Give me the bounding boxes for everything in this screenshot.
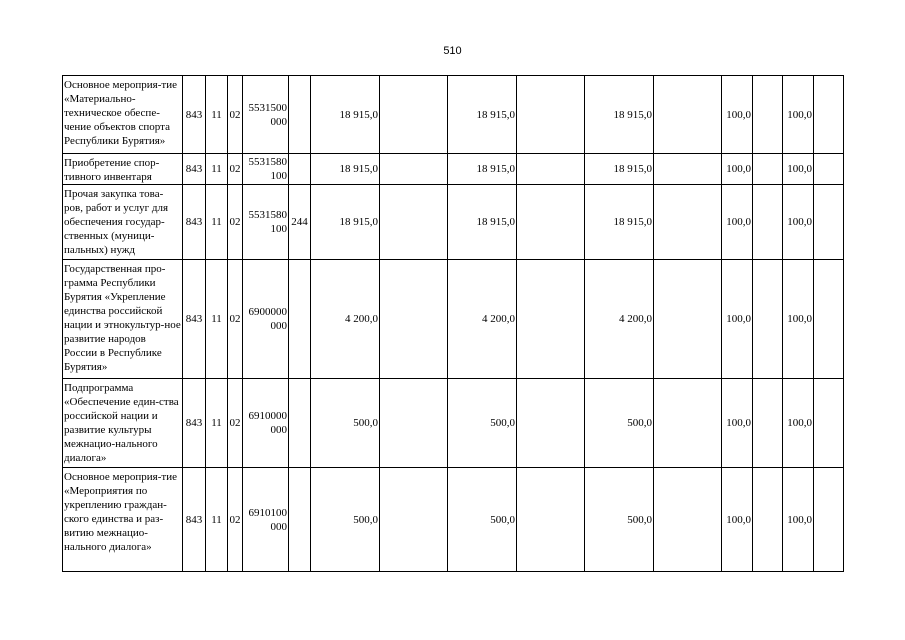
row-empty	[380, 379, 448, 468]
row-value-1: 500,0	[311, 379, 380, 468]
row-csr: 6900000000	[243, 260, 289, 379]
row-vr	[289, 260, 311, 379]
row-value-1: 18 915,0	[311, 154, 380, 185]
row-value-3: 18 915,0	[585, 76, 654, 154]
row-rz: 11	[206, 154, 228, 185]
row-percent-1: 100,0	[722, 154, 753, 185]
row-name: Приобретение спор-тивного инвентаря	[63, 154, 183, 185]
row-empty	[380, 76, 448, 154]
row-value-3: 500,0	[585, 379, 654, 468]
row-pr: 02	[228, 468, 243, 572]
row-empty	[654, 154, 722, 185]
row-rz: 11	[206, 76, 228, 154]
row-empty	[654, 379, 722, 468]
row-percent-1: 100,0	[722, 185, 753, 260]
row-empty	[380, 468, 448, 572]
row-gr: 843	[183, 379, 206, 468]
row-vr	[289, 379, 311, 468]
row-value-3: 18 915,0	[585, 154, 654, 185]
row-empty	[654, 260, 722, 379]
row-name: Прочая закупка това-ров, работ и услуг для обеспечения государ-ственных (муници-пальных) нужд	[63, 185, 183, 260]
row-percent-1: 100,0	[722, 468, 753, 572]
row-empty	[517, 468, 585, 572]
row-csr: 5531580100	[243, 185, 289, 260]
row-gr: 843	[183, 76, 206, 154]
row-empty	[814, 260, 844, 379]
table-row	[63, 260, 844, 379]
row-name: Основное мероприя-тие «Материально-техническое обеспе-чение объектов спорта Республики Бурятия»	[63, 76, 183, 154]
row-pr: 02	[228, 154, 243, 185]
row-name: Подпрограмма «Обеспечение един-ства российской нации и развитие культуры межнацио-нального диалога»	[63, 379, 183, 468]
row-empty	[654, 185, 722, 260]
row-rz: 11	[206, 185, 228, 260]
row-empty	[654, 468, 722, 572]
table-row	[63, 76, 844, 154]
row-value-3: 500,0	[585, 468, 654, 572]
row-empty	[753, 185, 783, 260]
row-empty	[753, 76, 783, 154]
row-csr: 6910100000	[243, 468, 289, 572]
row-percent-2: 100,0	[783, 260, 814, 379]
row-gr: 843	[183, 154, 206, 185]
row-value-2: 18 915,0	[448, 154, 517, 185]
row-percent-2: 100,0	[783, 379, 814, 468]
row-empty	[753, 468, 783, 572]
row-empty	[814, 185, 844, 260]
row-empty	[380, 185, 448, 260]
row-empty	[814, 379, 844, 468]
row-vr: 244	[289, 185, 311, 260]
row-name: Государственная про-грамма Республики Бурятия «Укрепление единства российской нации и этнокультур-ное развитие народов России в Республике Бурятия»	[63, 260, 183, 379]
row-percent-2: 100,0	[783, 76, 814, 154]
row-value-2: 500,0	[448, 468, 517, 572]
table-body	[63, 76, 844, 572]
row-empty	[517, 76, 585, 154]
row-empty	[814, 154, 844, 185]
row-percent-2: 100,0	[783, 468, 814, 572]
row-empty	[380, 260, 448, 379]
budget-table	[62, 75, 844, 572]
row-value-2: 500,0	[448, 379, 517, 468]
row-pr: 02	[228, 76, 243, 154]
table-row	[63, 379, 844, 468]
row-value-1: 18 915,0	[311, 76, 380, 154]
row-value-1: 500,0	[311, 468, 380, 572]
row-pr: 02	[228, 260, 243, 379]
row-empty	[753, 260, 783, 379]
row-value-2: 18 915,0	[448, 76, 517, 154]
row-rz: 11	[206, 468, 228, 572]
row-name: Основное мероприя-тие «Мероприятия по укреплению граждан-ского единства и раз-витию межнацио-нального диалога»	[63, 468, 183, 572]
row-vr	[289, 76, 311, 154]
row-pr: 02	[228, 185, 243, 260]
row-csr: 5531500000	[243, 76, 289, 154]
page-number: 510	[443, 45, 462, 57]
row-vr	[289, 154, 311, 185]
row-empty	[517, 379, 585, 468]
row-value-3: 18 915,0	[585, 185, 654, 260]
row-empty	[753, 379, 783, 468]
row-value-2: 4 200,0	[448, 260, 517, 379]
table-row	[63, 468, 844, 572]
row-percent-1: 100,0	[722, 76, 753, 154]
row-percent-1: 100,0	[722, 379, 753, 468]
row-value-2: 18 915,0	[448, 185, 517, 260]
row-empty	[814, 76, 844, 154]
row-percent-2: 100,0	[783, 185, 814, 260]
row-empty	[654, 76, 722, 154]
row-percent-2: 100,0	[783, 154, 814, 185]
row-pr: 02	[228, 379, 243, 468]
row-value-1: 18 915,0	[311, 185, 380, 260]
row-csr: 6910000000	[243, 379, 289, 468]
row-empty	[753, 154, 783, 185]
row-rz: 11	[206, 379, 228, 468]
row-gr: 843	[183, 185, 206, 260]
row-empty	[517, 260, 585, 379]
row-empty	[814, 468, 844, 572]
row-value-1: 4 200,0	[311, 260, 380, 379]
row-gr: 843	[183, 260, 206, 379]
table-row	[63, 154, 844, 185]
row-csr: 5531580100	[243, 154, 289, 185]
row-rz: 11	[206, 260, 228, 379]
row-value-3: 4 200,0	[585, 260, 654, 379]
table-row	[63, 185, 844, 260]
row-empty	[380, 154, 448, 185]
row-gr: 843	[183, 468, 206, 572]
row-vr	[289, 468, 311, 572]
row-empty	[517, 154, 585, 185]
row-percent-1: 100,0	[722, 260, 753, 379]
row-empty	[517, 185, 585, 260]
